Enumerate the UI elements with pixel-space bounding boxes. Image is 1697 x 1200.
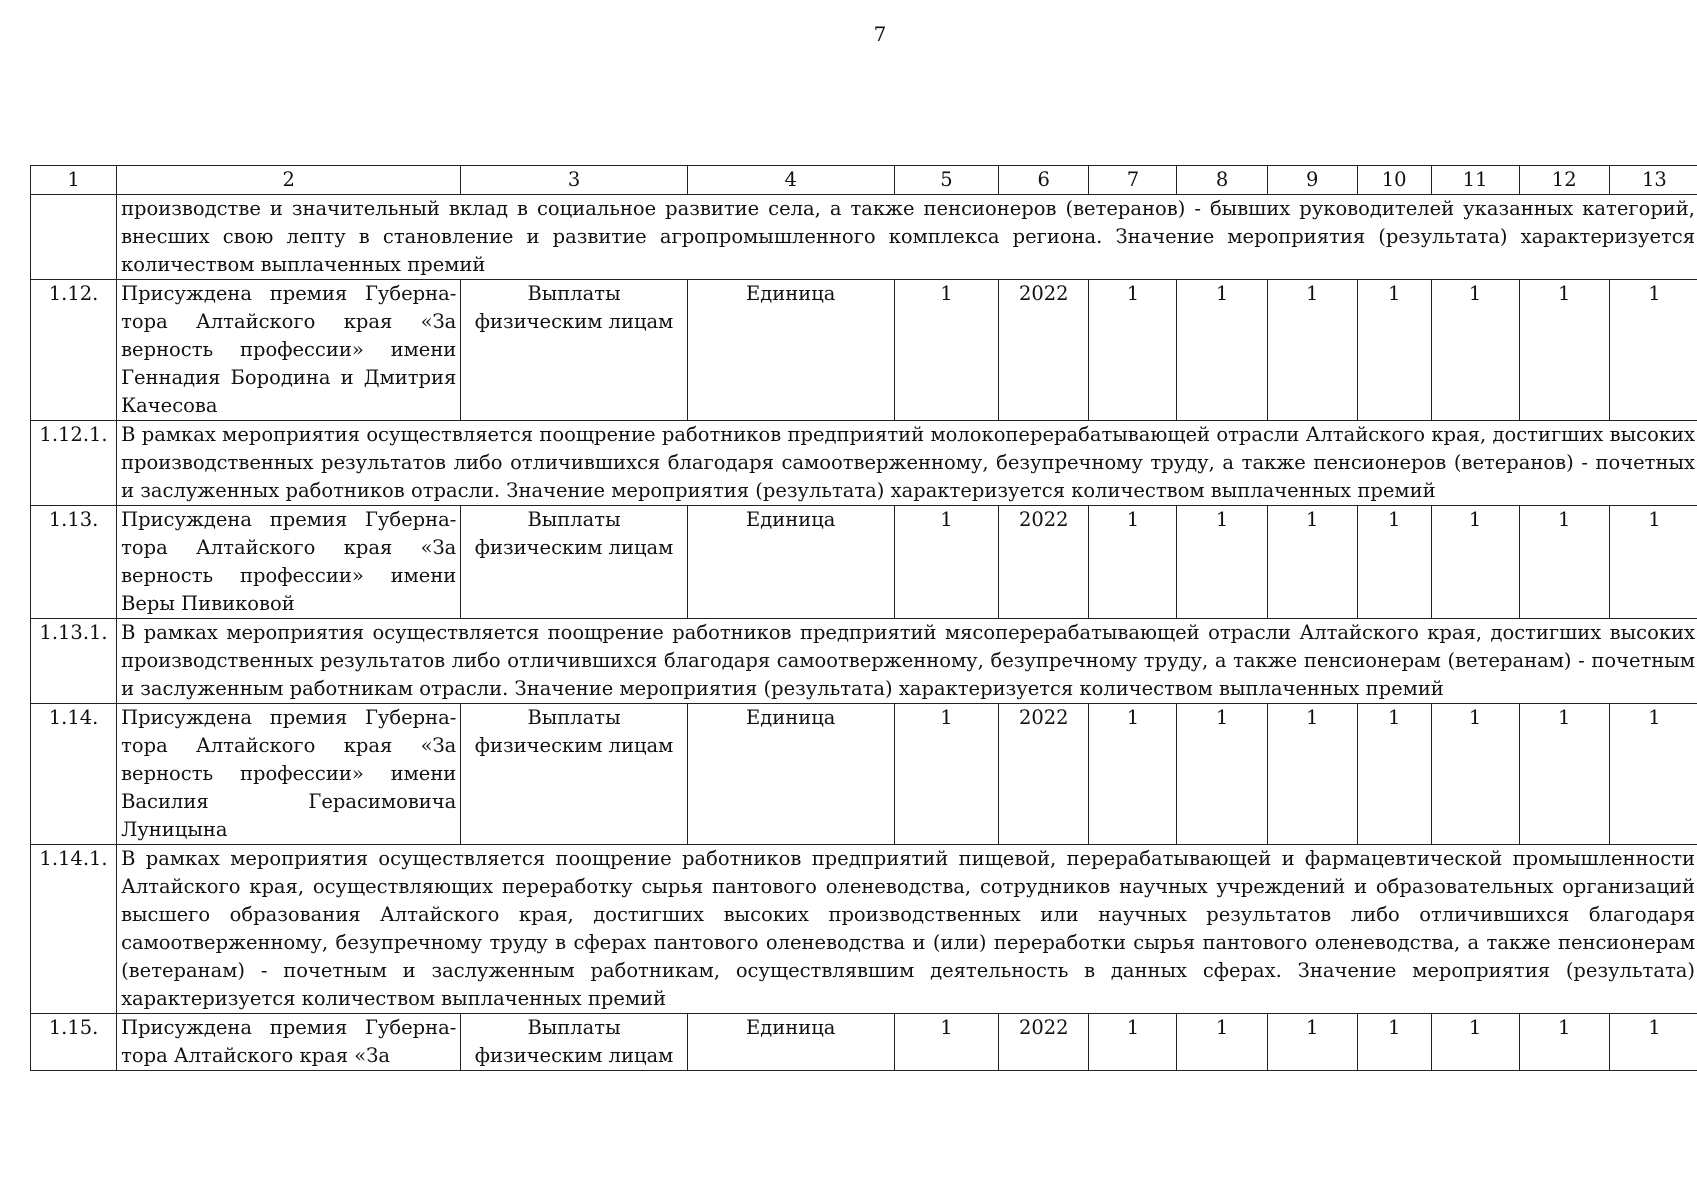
column-header: 8 [1177,166,1267,195]
row-value: 1 [1357,704,1431,845]
row-value: 2022 [999,506,1089,619]
column-header: 6 [999,166,1089,195]
page-number: 7 [873,22,887,46]
table-row [31,704,1697,845]
column-header: 7 [1089,166,1177,195]
row-value: 1 [894,1014,999,1071]
row-value: 1 [894,280,999,421]
row-value: 1 [1519,506,1609,619]
description-text: В рамках мероприятия осуществляется поощрение работников предприятий молокоперерабатывающей отрасли Алтайского края, достигших высоких производственных результатов либо отличившихся благодаря самоотверженному, безупречному труду, а также пенсионеров (ветеранов) - почетных и заслуженных работников отрасли. Значение мероприятия (результата) характеризуется количеством выплаченных премий [117,421,1697,506]
row-value: 1 [1431,704,1519,845]
row-value: 1 [1609,1014,1697,1071]
row-value: 1 [1089,280,1177,421]
row-value: 1 [1089,1014,1177,1071]
row-unit: Единица [687,280,894,421]
row-value: 1 [1357,506,1431,619]
row-value: 1 [1089,506,1177,619]
row-value: 1 [894,506,999,619]
column-header: 5 [894,166,999,195]
row-number: 1.14. [31,704,117,845]
row-value: 1 [1519,704,1609,845]
column-header: 10 [1357,166,1431,195]
column-header: 4 [687,166,894,195]
continuation-row [31,195,1697,280]
row-name: Присуждена премия Губерна-тора Алтайского края «За верность профессии» имени Веры Пивиковой [117,506,461,619]
description-number: 1.13.1. [31,619,117,704]
table-row [31,1014,1697,1071]
description-text: В рамках мероприятия осуществляется поощрение работников предприятий пищевой, перерабатывающей и фармацевтической промышленности Алтайского края, осуществляющих переработку сырья пантового оленеводства, сотрудников научных учреждений и образовательных организаций высшего образования Алтайского края, достигших высоких производственных или научных результатов либо отличившихся благодаря самоотверженному, безупречному труду в сферах пантового оленеводства и (или) переработки сырья пантового оленеводства, а также пенсионерам (ветеранам) - почетным и заслуженным работникам, осуществлявшим деятельность в данных сферах. Значение мероприятия (результата) характеризуется количеством выплаченных премий [117,845,1697,1014]
row-unit: Единица [687,506,894,619]
row-value: 1 [1357,1014,1431,1071]
table-row [31,506,1697,619]
description-row [31,619,1697,704]
description-text: В рамках мероприятия осуществляется поощрение работников предприятий мясоперерабатывающей отрасли Алтайского края, достигших высоких производственных результатов либо отличившихся благодаря самоотверженному, безупречному труду, а также пенсионерам (ветеранам) - почетным и заслуженным работникам отрасли. Значение мероприятия (результата) характеризуется количеством выплаченных премий [117,619,1697,704]
row-value: 1 [1177,506,1267,619]
row-value: 1 [1177,704,1267,845]
column-header: 11 [1431,166,1519,195]
row-unit: Единица [687,704,894,845]
row-value: 1 [1609,280,1697,421]
row-value: 1 [1177,1014,1267,1071]
column-header: 3 [461,166,687,195]
row-value: 2022 [999,280,1089,421]
row-name: Присуждена премия Губерна-тора Алтайского края «За [117,1014,461,1071]
row-value: 1 [1357,280,1431,421]
row-value: 1 [894,704,999,845]
row-value: 1 [1609,506,1697,619]
row-number: 1.15. [31,1014,117,1071]
row-value: 1 [1431,1014,1519,1071]
column-header: 9 [1267,166,1357,195]
column-header: 12 [1519,166,1609,195]
row-value: 1 [1267,506,1357,619]
empty-cell [31,195,117,280]
row-expense-type: Выплаты физическим лицам [461,506,687,619]
row-name: Присуждена премия Губерна-тора Алтайского края «За верность профессии» имени Геннадия Бородина и Дмитрия Качесова [117,280,461,421]
row-value: 1 [1431,280,1519,421]
row-value: 1 [1609,704,1697,845]
row-value: 2022 [999,1014,1089,1071]
row-value: 1 [1267,280,1357,421]
row-expense-type: Выплаты физическим лицам [461,280,687,421]
description-row [31,845,1697,1014]
row-number: 1.13. [31,506,117,619]
description-row [31,421,1697,506]
continuation-text: производстве и значительный вклад в социальное развитие села, а также пенсионеров (ветеранов) - бывших руководителей указанных категорий, внесших свою лепту в становление и развитие агропромышленного комплекса региона. Значение мероприятия (результата) характеризуется количеством выплаченных премий [117,195,1697,280]
column-header: 13 [1609,166,1697,195]
row-value: 1 [1267,704,1357,845]
description-number: 1.14.1. [31,845,117,1014]
row-unit: Единица [687,1014,894,1071]
table-row [31,280,1697,421]
row-value: 1 [1089,704,1177,845]
row-value: 1 [1519,1014,1609,1071]
row-value: 1 [1267,1014,1357,1071]
row-expense-type: Выплаты физическим лицам [461,1014,687,1071]
row-value: 2022 [999,704,1089,845]
row-value: 1 [1519,280,1609,421]
description-number: 1.12.1. [31,421,117,506]
column-header: 1 [31,166,117,195]
program-table [30,165,1697,1071]
header-row [31,166,1697,195]
row-number: 1.12. [31,280,117,421]
row-name: Присуждена премия Губерна-тора Алтайского края «За верность профессии» имени Василия Герасимовича Луницына [117,704,461,845]
column-header: 2 [117,166,461,195]
row-expense-type: Выплаты физическим лицам [461,704,687,845]
row-value: 1 [1431,506,1519,619]
row-value: 1 [1177,280,1267,421]
